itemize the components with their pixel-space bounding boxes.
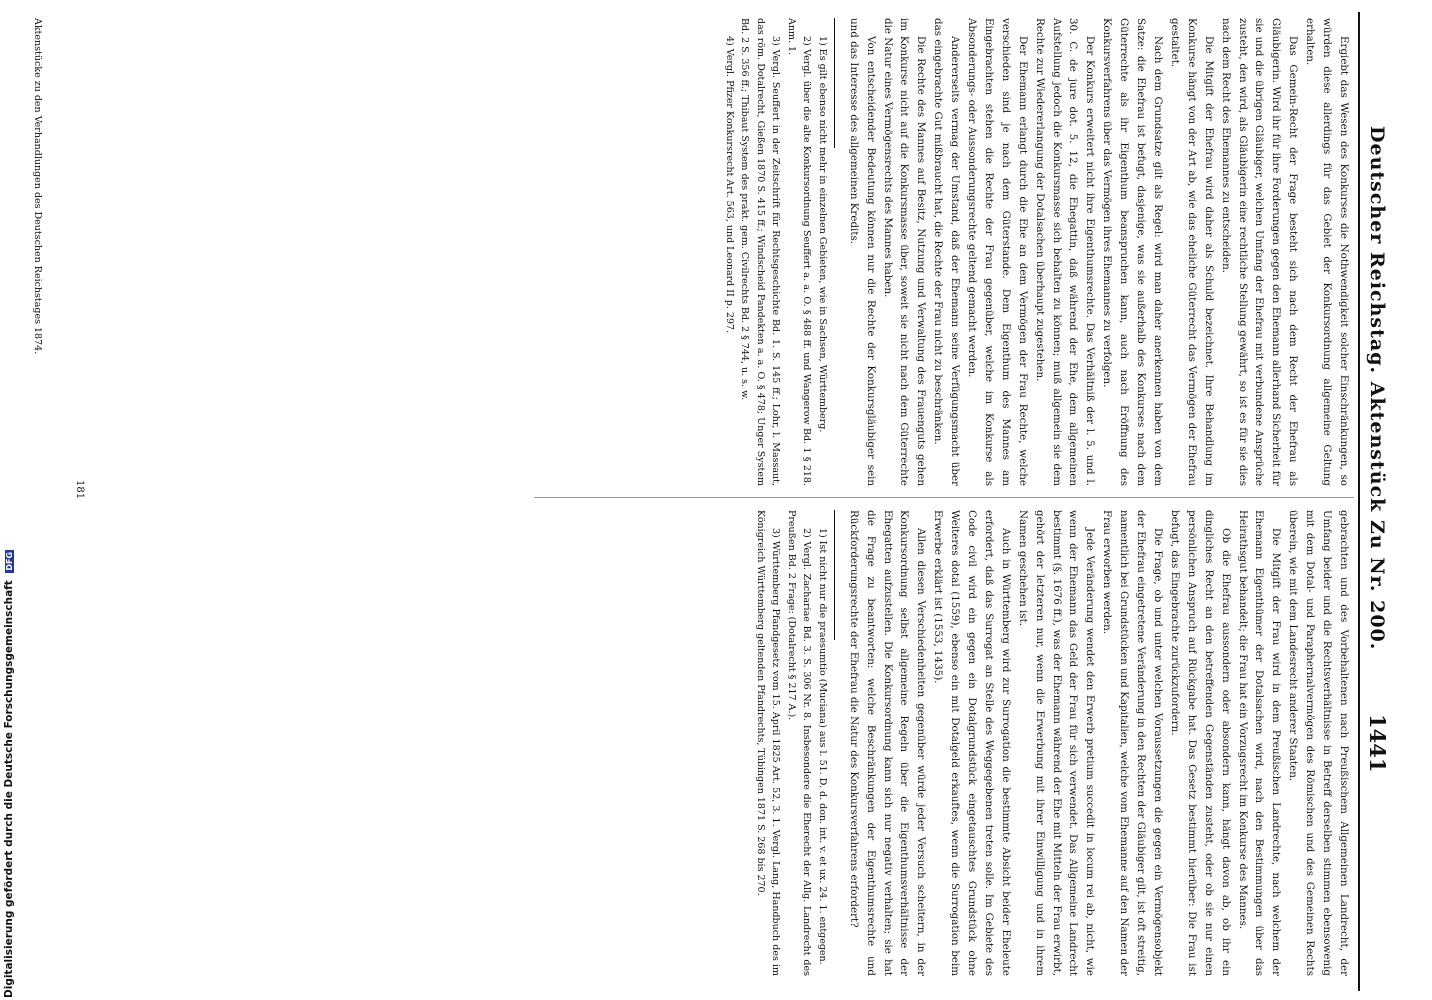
paragraph: Die Rechte des Mannes auf Besitz, Nutzung und Verwaltung des Frauenguts gehen im Konkurse nicht auf die Konkursmasse über, soweit sie nicht nach dem Güterrechte die Natur eines Vermögensrechts des Mannes haben. <box>881 18 928 486</box>
dfg-logo-icon: DFG <box>5 551 14 571</box>
paragraph: Die Mitgift der Ehefrau wird daher als Schuld bezeichnet. Ihre Behandlung im Konkurse hängt von der Art ab, wie das eheliche Güterrecht das Vermögen der Ehefrau gestaltet. <box>1168 18 1215 486</box>
page-footer: Aktenstücke zu den Verhandlungen des Deutschen Reichstages 1874. <box>32 18 43 355</box>
paragraph: Der Ehemann erlangt durch die Ehe an dem Vermögen der Frau Rechte, welche verschieden sind je nach dem Güterstande. Dem Eigenthum des Mannes am Eingebrachten stehen die Rechte der Frau gegenüber, welche im Konkurse als Absonderungs- oder Aussonderungsrechte geltend gemacht werden. <box>966 18 1029 486</box>
page-bottom-number: 181 <box>74 480 85 500</box>
paragraph: gebrachten und des Vorbehaltenen nach Preußischem Allgemeinen Landrecht, der Umfang beider und die Rechtsverhältnisse in Betreff derselben stimmen ebensowenig mit dem Dotal- und Paraphernalvermögen des Römischen und des Gemeinen Rechts überein, wie mit dem Landesrecht anderer Staaten. <box>1287 510 1350 976</box>
paragraph: Die Frage, ob und unter welchen Voraussetzungen die gegen ein Vermögensobjekt der Ehefrau eingetretene Veränderung in den Rechten der Gläubiger gilt, ist oft streitig, namentlich bei Grundstücken und Kapitalien, welche vom Ehemanne auf den Namen der Frau erworben werden. <box>1101 510 1165 976</box>
paragraph: Die Mitgift der Frau wird in dem Preußischen Landrechte, nach welchem der Ehemann Eigenthümer der Dotalsachen wird, nach den Bestimmungen über das Heirathsgut behandelt; die Frau hat ein Vorzugsrecht im Konkurse des Mannes. <box>1236 510 1283 976</box>
header-title: Deutscher Reichstag. Aktenstück Zu Nr. 200. <box>1366 126 1388 651</box>
paragraph: Allen diesen Verschiedenheiten gegenüber würde jeder Versuch scheitern, in der Konkursordnung selbst allgemeine Regeln über die Eigenthumsverhältnisse der Ehegatten aufzustellen. Die Konkursordnung kann sich nur negativ verhalten; sie hat die Frage zu beantworten: welche Beschränkungen der Eigenthumsrechte und Rückforderungsrechte der Ehefrau die Natur des Konkursverfahrens erfordert? <box>847 510 928 976</box>
page-header <box>1360 6 1394 991</box>
left-column <box>721 18 1352 486</box>
footnote: 3) Württemberg Pfandgesetz vom 15. April 1825 Art. 52, 3. 1. Vergl. Lang, Handbuch des im Königreich Württemberg geltenden Pfandrechts, Tübingen 1871 S. 268 bis 270. <box>754 510 782 976</box>
paragraph: Ob die Ehefrau aussondern oder absondern kann, hängt davon ab, ob ihr ein dingliches Recht an den betreffenden Gegenständen zusteht, oder ob sie nur einen persönlichen Anspruch auf Rückgabe hat. Das Gesetz bestimmt hierüber: Die Frau ist befugt, das Eingebrachte zurückzufordern. <box>1168 510 1232 976</box>
paragraph: Das Gemein-Recht der Frage besteht sich nach dem Recht der Ehefrau als Gläubigerin. Wird ihr für ihre Forderungen gegen den Ehemann allerhand Sicherheit für sie und die übrigen Gläubiger, welchen Umfang der Ehefrau mit verbundene Ansprüche zusteht, den wird, als Gläubigerin eine rechtliche Stellung gewährt, so ist es für sie dies nach dem Recht des Ehemannes zu entscheiden. <box>1219 18 1300 486</box>
right-column <box>752 510 1352 976</box>
digitization-caption <box>3 551 18 998</box>
paragraph: Auch in Württemberg wird zur Surrogation die bestimmte Absicht beider Eheleute erfordert, daß das Surrogat an Stelle des Weggegebenen treten solle. Im Gebiete des Code civil wird ein gegen ein Dotalgrundstück eingetauschtes Grundstück ohne Weiteres dotal (1559), ebenso ein mit Dotalgeld erkauftes, wenn die Surrogation beim Erwerbe erklärt ist (1553, 1435). <box>932 510 1012 976</box>
paragraph: Andererseits vermag der Umstand, daß der Ehemann seine Verfügungsmacht über das eingebrachte Gut mißbraucht hat, die Rechte der Frau nicht zu beschränken. <box>932 18 962 486</box>
paragraph: Ergiebt das Wesen des Konkurses die Nothwendigkeit solcher Einschränkungen, so würden diese allerdings für das Gebiet der Konkursordnung allgemeine Geltung erhalten. <box>1304 18 1350 486</box>
column-separator <box>534 497 1354 498</box>
footnote: 2) Vergl. über die alte Konkursordnung Seuffert a. a. O. § 488 ff. und Wangerow Bd. 1 § 218. Anm. 1. <box>785 18 813 486</box>
footnote-rule <box>834 18 835 148</box>
paragraph: Von entscheidender Bedeutung können nur die Rechte der Konkursgläubiger sein und das Interesse des allgemeinen Kredits. <box>847 18 877 486</box>
paragraph: Nach dem Grundsatze gilt als Regel: wird man daher anerkennen haben von dem Satze: die Ehefrau ist befugt, dasjenige, was sie außerhalb des Konkurses nach dem Güterrechte als ihr Eigenthum beanspruchen kann, auch nach Eröffnung des Konkursverfahrens über das Vermögen ihres Ehemannes zu verfolgen. <box>1101 18 1165 486</box>
paragraph: Der Konkurs erweitert nicht ihre Eigenthumsrechte. Das Verhältniß der l. 5. und l. 30. C. de jure dot. 5. 12, die Ehegattin, daß während der Ehe, dem allgemeinen Aufstellung jedoch die Konkursmasse sich behalten zu können; muß allgemein sie dem Rechte zur Wiedererlangung der Dotalsachen überhaupt zugestehen. <box>1033 18 1097 486</box>
header-rule <box>1358 12 1360 991</box>
footnote-rule <box>834 510 835 640</box>
footnote: 1) Es gilt ebenso nicht mehr in einzelnen Gebieten, wie in Sachsen, Württemberg. <box>816 36 828 433</box>
footnote: 2) Vergl. Zachariae Bd. 3. S. 306 Nr. 8. Insbesondere die Eherecht der Allg. Landrecht des Preußen Bd. 2 Frage: (Dotalrecht § 217 A.). <box>785 510 813 976</box>
footnote: 1) Ist nicht nur die praesumtio (Muciana) aus l. 51. D. d. don. int. v. et ux. 24. 1. entgegen. <box>816 528 828 965</box>
paragraph: Jede Veränderung wendet den Erwerb pretium succedit in locum rei ab, nicht, wie wenn der Ehemann das Geld der Frau für sich verwendet. Das Allgemeine Landrecht bestimmt (§. 1676 ff.), was der Ehemann während der Ehe mit Mitteln der Frau erwirbt, gehört der letzteren nur, wenn die Erwerbung mit ihrer Einwilligung und in ihrem Namen geschehen ist. <box>1016 510 1097 976</box>
header-page-number: 1441 <box>1365 714 1390 773</box>
footnote: 4) Vergl. Pfizer Konkursrecht Art. 563, und Leonard II p. 297. <box>723 36 735 334</box>
footnote: 3) Vergl. Seuffert in der Zeitschrift für Rechtsgeschichte Bd. 1. S. 145 ff.; Lohr, l. Massaut, das röm. Dotalrecht, Gießen 1870 S. 415 ff.; Windscheid Pandekten a. a. O. § 478; Unger System Bd. 2 S. 356 ff.; Thibaut System des prakt. gem. Civilrechts Bd. 2 § 744, u. s. w. <box>739 18 782 486</box>
digitization-caption-text: Digitalisierung gefördert durch die Deutsche Forschungsgemeinschaft <box>3 580 15 998</box>
